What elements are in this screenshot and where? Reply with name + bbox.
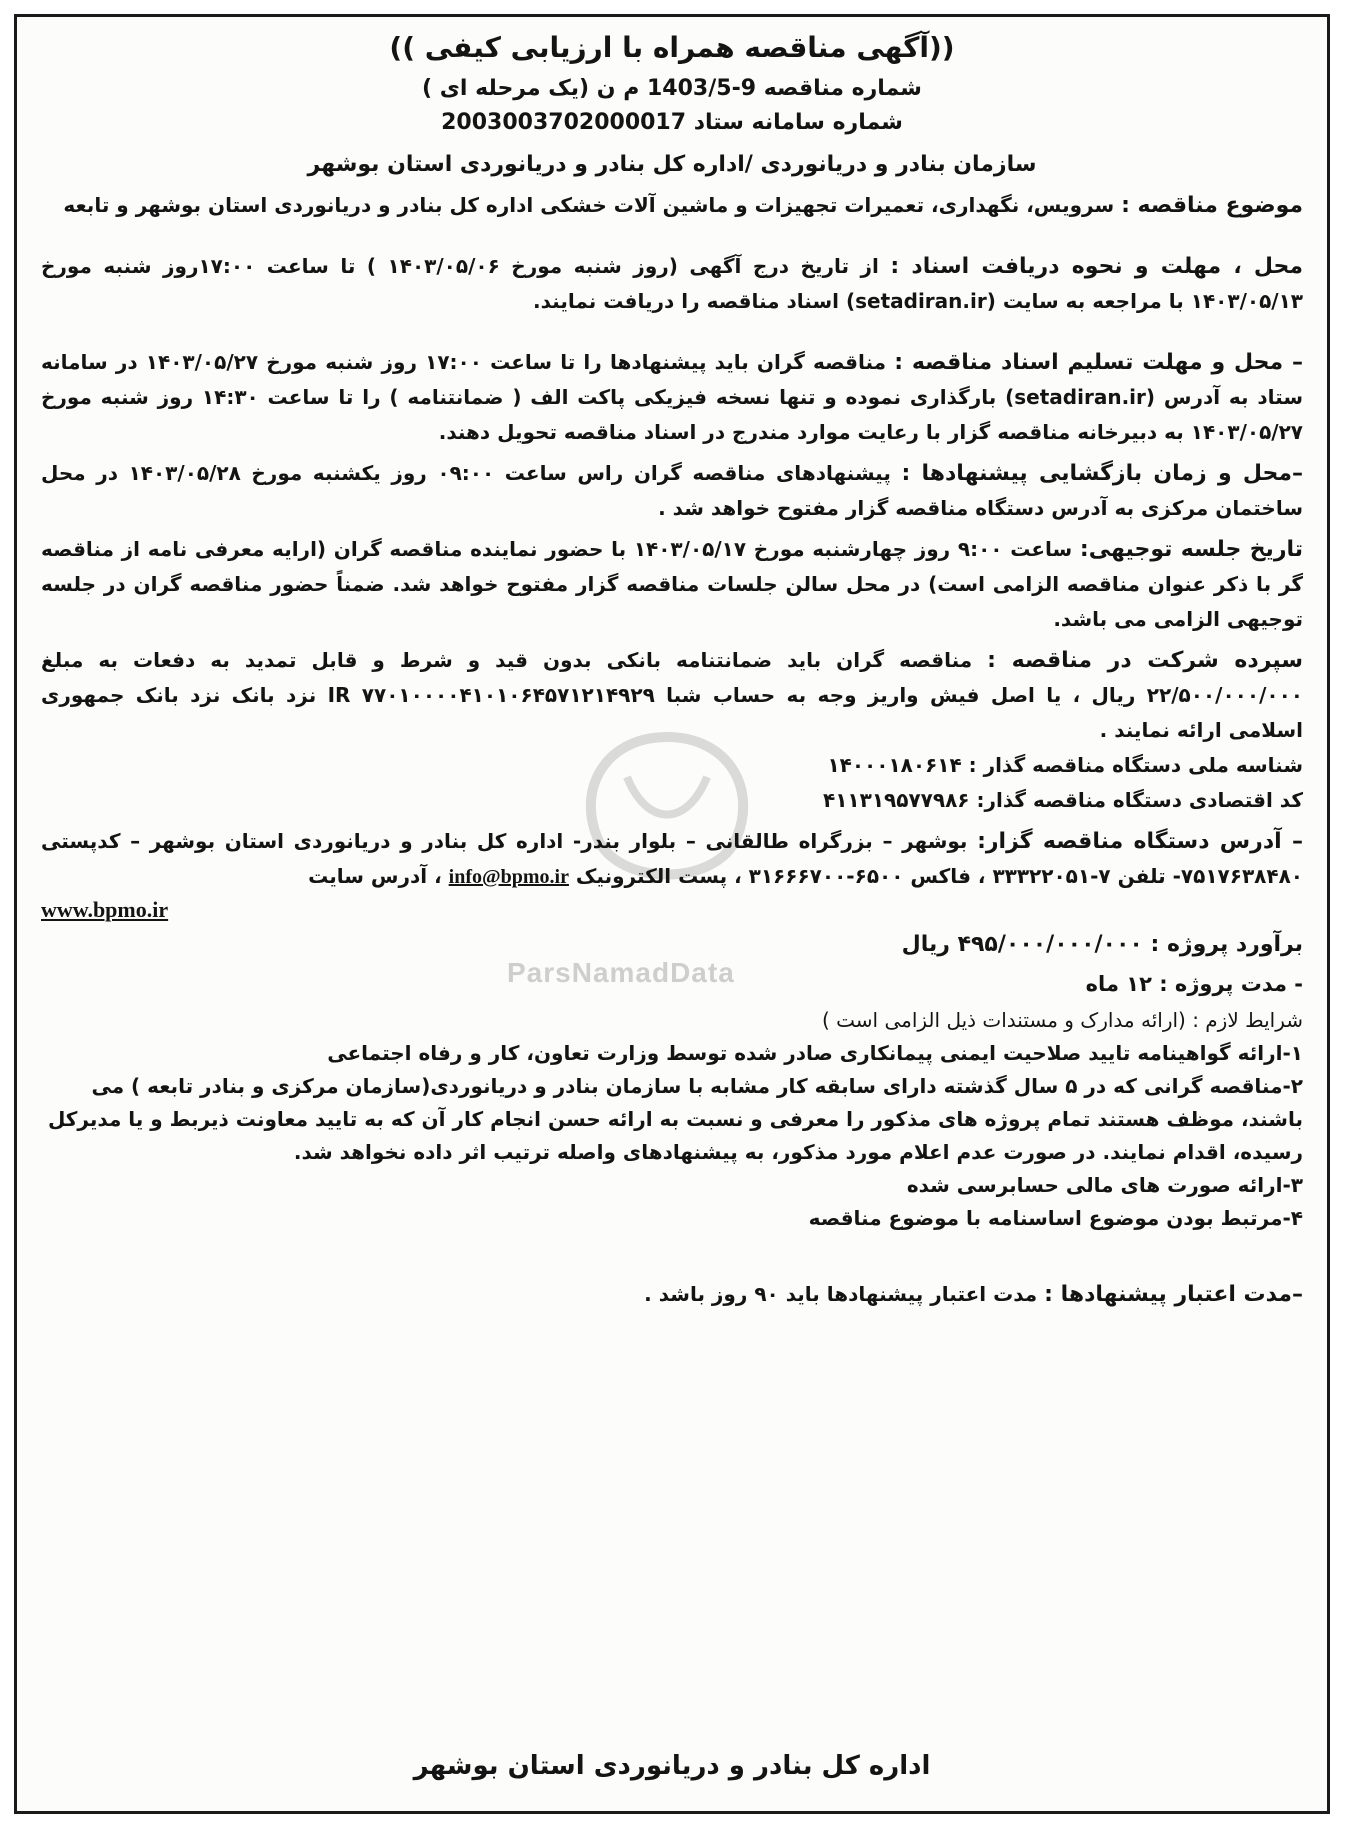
national-id: شناسه ملی دستگاه مناقصه گذار : ۱۴۰۰۰۱۸۰۶۱۴ <box>827 753 1303 777</box>
documents-receipt-label: محل ، مهلت و نحوه دریافت اسناد : <box>890 254 1304 279</box>
project-estimate: برآورد پروژه : ۴۹۵/۰۰۰/۰۰۰/۰۰۰ ریال <box>901 932 1303 957</box>
address-label: – آدرس دستگاه مناقصه گزار: <box>977 829 1303 854</box>
deposit-label: سپرده شرکت در مناقصه : <box>987 648 1303 673</box>
briefing-text: ساعت ۹:۰۰ روز چهارشنبه مورخ ۱۴۰۳/۰۵/۱۷ با حضور نماینده مناقصه گران (ارایه معرفی نامه از مناقصه گر با ذکر عنوان مناقصه الزامی است) در محل سالن جلسات مناقصه گزار مفتوح خواهد شد. ضمناً حضور مناقصه گران در جلسه توجیهی الزامی می باشد. <box>41 537 1303 631</box>
documents-receipt-text: از تاریخ درج آگهی (روز شنبه مورخ ۱۴۰۳/۰۵/۰۶ ) تا ساعت ۱۷:۰۰روز شنبه مورخ ۱۴۰۳/۰۵/۱۳ با مراجعه به سایت <box>41 254 1303 313</box>
conditions-title: شرایط لازم : (ارائه مدارک و مستندات ذیل الزامی است ) <box>821 1008 1303 1032</box>
conditions-section <box>41 1003 1303 1235</box>
subject-label: موضوع مناقصه : <box>1121 193 1303 218</box>
page-title: ((آگهی مناقصه همراه با ارزیابی کیفی )) <box>389 31 955 64</box>
validity-label: –مدت اعتبار پیشنهادها : <box>1044 1282 1303 1307</box>
validity-section <box>41 1277 1303 1312</box>
condition-item: ۴-مرتبط بودن موضوع اساسنامه با موضوع مناقصه <box>808 1206 1303 1230</box>
documents-receipt-text-end: اسناد مناقصه را دریافت نمایند. <box>533 289 839 313</box>
project-duration: - مدت پروژه : ۱۲ ماه <box>1085 972 1303 996</box>
setad-site-link: (setadiran.ir) <box>845 289 996 313</box>
opening-section <box>41 456 1303 526</box>
documents-submission-text-end: بارگذاری نموده و تنها نسخه فیزیکی پاکت الف ( ضمانتنامه ) را تا ساعت ۱۴:۳۰ روز شنبه مورخ ۱۴۰۳/۰۵/۲۷ به دبیرخانه مناقصه گزار با رعایت موارد مندرج در اسناد مناقصه تحویل دهند. <box>41 385 1303 444</box>
briefing-section <box>41 532 1303 637</box>
header <box>41 31 1303 182</box>
setad-number: شماره سامانه ستاد 2003003702000017 <box>441 110 903 135</box>
documents-submission-text: مناقصه گران باید پیشنهادها را تا ساعت ۱۷:۰۰ روز شنبه مورخ ۱۴۰۳/۰۵/۲۷ در سامانه ستاد به آدرس <box>41 350 1303 409</box>
website-link[interactable]: www.bpmo.ir <box>41 897 169 922</box>
address-text-end: ، آدرس سایت <box>308 864 442 888</box>
condition-item: ۲-مناقصه گرانی که در ۵ سال گذشته دارای سابقه کار مشابه با سازمان بنادر و دریانوردی(سازمان مرکزی و بنادر تابعه ) می باشند، موظف هستند تمام پروژه های مذکور را معرفی و نسبت به ارائه حسن انجام کار آن که به تایید معاونت ذیربط و یا مدیرکل رسیده، اقدام نمایند. در صورت عدم اعلام مورد مذکور، به پیشنهادهای واصله ترتیب اثر داده نخواهد شد. <box>47 1074 1303 1164</box>
economic-code: کد اقتصادی دستگاه مناقصه گذار: ۴۱۱۳۱۹۵۷۷۹۸۶ <box>823 788 1303 812</box>
subject-section <box>41 188 1303 223</box>
tender-number: شماره مناقصه 9-1403/5 م ن (یک مرحله ای ) <box>422 76 922 101</box>
briefing-label: تاریخ جلسه توجیهی: <box>1079 537 1303 562</box>
footer-signature: اداره کل بنادر و دریانوردی استان بوشهر <box>413 1751 931 1781</box>
address-text: بوشهر – بزرگراه طالقانی – بلوار بندر- اداره کل بنادر و دریانوردی استان بوشهر – کدپستی ۷۵۱۷۶۳۸۴۸۰- تلفن ۷-۳۳۳۲۲۰۵۱ ، فاکس ۶۵۰۰-۳۱۶۶۶۷۰۰ ، پست الکترونیک <box>41 829 1303 888</box>
setad-site-link-2: (setadiran.ir) <box>1005 385 1156 409</box>
documents-receipt-section <box>41 249 1303 319</box>
watermark-text: ParsNamadData <box>507 957 735 988</box>
documents-submission-section <box>41 345 1303 450</box>
advertisement-page <box>14 14 1330 1814</box>
advertisement-body <box>41 31 1303 1312</box>
validity-text: مدت اعتبار پیشنهادها باید ۹۰ روز باشد . <box>644 1282 1038 1306</box>
condition-item: ۳-ارائه صورت های مالی حسابرسی شده <box>906 1173 1303 1197</box>
documents-submission-label: – محل و مهلت تسلیم اسناد مناقصه : <box>894 350 1303 375</box>
email-link[interactable]: info@bpmo.ir <box>448 866 569 888</box>
condition-item: ۱-ارائه گواهینامه تایید صلاحیت ایمنی پیمانکاری صادر شده توسط وزارت تعاون، کار و رفاه اجتماعی <box>327 1041 1303 1065</box>
deposit-section <box>41 643 1303 748</box>
deposit-text: مناقصه گران باید ضمانتنامه بانکی بدون قید و شرط و قابل تمدید به دفعات به مبلغ ۲۲/۵۰۰/۰۰۰/۰۰۰ ریال ، یا اصل فیش واریز وجه به حساب شبا IR ۷۷۰۱۰۰۰۰۴۱۰۱۰۶۴۵۷۱۲۱۴۹۲۹ نزد بانک نزد بانک جمهوری اسلامی ارائه نمایند . <box>41 648 1303 742</box>
opening-label: –محل و زمان بازگشایی پیشنهادها : <box>901 461 1304 486</box>
subject-text: سرویس، نگهداری، تعمیرات تجهیزات و ماشین آلات خشکی اداره کل بنادر و دریانوردی استان بوشهر و تابعه <box>63 193 1115 217</box>
opening-text: پیشنهادهای مناقصه گران راس ساعت ۰۹:۰۰ روز یکشنبه مورخ ۱۴۰۳/۰۵/۲۸ در محل ساختمان مرکزی به آدرس دستگاه مناقصه گزار مفتوح خواهد شد . <box>41 461 1303 520</box>
organization-name: سازمان بنادر و دریانوردی /اداره کل بنادر و دریانوردی استان بوشهر <box>307 152 1037 177</box>
address-section <box>41 824 1303 895</box>
